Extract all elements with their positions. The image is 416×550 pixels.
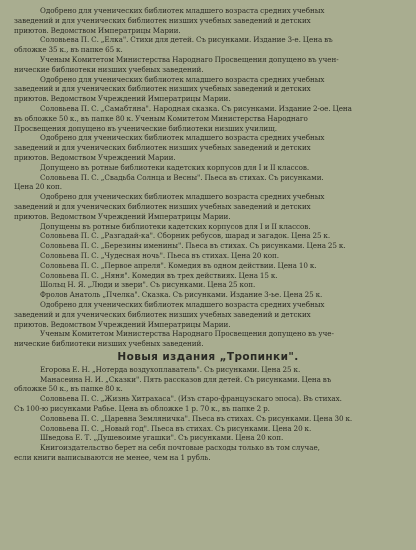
text-line: Манасеина Н. И. „Сказки". Пять рассказов для детей. Съ рисунками. Цена въ bbox=[40, 374, 332, 384]
text-line: Соловьева П. С. „Разгадай-ка". Сборник ребусов, шарад и загадок. Цена 25 к. bbox=[40, 231, 331, 241]
catalog-section bbox=[14, 6, 402, 349]
text-line: нические библиотеки низших учебных заведений. bbox=[14, 339, 204, 349]
text-line: Фролов Анатоль „Пчелка". Сказка. Съ рисунками. Издание 3-ье. Цена 25 к. bbox=[40, 290, 323, 300]
text-line: въ обложке 50 к., въ папке 80 к. Ученым Комитетом Министерства Народнаго bbox=[14, 113, 308, 123]
text-line: Соловьева П. С. „Елка". Стихи для детей. Съ рисунками. Издание 3-е. Цена въ bbox=[40, 35, 333, 45]
text-line: Соловьева П. С. „Самабтяна". Народная сказка. Съ рисунками. Издание 2-ое. Цена bbox=[40, 103, 352, 113]
text-line: Шольц Н. Я. „Люди и звери". Съ рисунками. Цена 25 коп. bbox=[40, 280, 256, 290]
text-line: заведений и для ученических библиотек низших учебных заведений и детских bbox=[14, 15, 311, 25]
text-line: Егорова Е. Н. „Нотерда воздухоплаватель". Съ рисунками. Цена 25 к. bbox=[40, 364, 301, 374]
text-line: Соловьева П. С. „Березины именины". Пьеса въ стихах. Съ рисунками. Цена 25 к. bbox=[40, 241, 346, 251]
text-line: нические библиотеки низших учебных заведений. bbox=[14, 64, 204, 74]
text-line: Допущено въ ротные библиотеки кадетских корпусов для I и II классов. bbox=[40, 162, 310, 172]
text-line: Просвещения допущено въ ученические библиотеки низших училищ. bbox=[14, 123, 278, 133]
text-line: приютов. Ведомством Императрицы Марии. bbox=[14, 25, 181, 35]
text-line: Соловьева П. С. „Жизнь Хитрахаса". (Изъ старо-французскаго эпоса). Въ стихах. bbox=[40, 394, 342, 404]
text-line: приютов. Ведомством Учреждений Императрицы Марии. bbox=[14, 319, 231, 329]
text-line: приютов. Ведомством Учреждений Императрицы Марии. bbox=[14, 94, 231, 104]
text-line: заведений и для ученических библиотек низших учебных заведений и детских bbox=[14, 309, 311, 319]
text-line: Допущены въ ротные библиотеки кадетских корпусов для I и II классов. bbox=[40, 221, 311, 231]
text-line: Цена 20 коп. bbox=[14, 182, 63, 192]
text-line: Книгоиздательство берет на себя почтовые расходы только въ том случае, bbox=[40, 443, 320, 453]
text-line: Соловьева П. С. „Чудесная ночь". Пьеса въ стихах. Цена 20 коп. bbox=[40, 250, 280, 260]
text-line: заведений и для ученических библиотек низших учебных заведений и детских bbox=[14, 84, 311, 94]
text-line: Одобрено для ученических библиотек младшего возраста средних учебных bbox=[40, 192, 325, 202]
text-line: Одобрено для ученических библиотек младшего возраста средних учебных bbox=[40, 6, 325, 15]
text-line: обложке 35 к., въ папке 65 к. bbox=[14, 45, 123, 55]
text-line: Соловьева П. С. „Няня". Комедия въ трех действиях. Цена 15 к. bbox=[40, 270, 278, 280]
text-line: приютов. Ведомством Учреждений Императрицы Марии. bbox=[14, 211, 231, 221]
text-line: заведений и для ученических библиотек низших учебных заведений и детских bbox=[14, 143, 311, 153]
text-line: Ученым Комитетом Министерства Народнаго Просвещения допущено въ уче- bbox=[40, 329, 334, 339]
new-editions-section bbox=[14, 365, 402, 463]
text-line: Соловьева П. С. „Новый год". Пьеса въ стихах. Съ рисунками. Цена 20 к. bbox=[40, 423, 312, 433]
text-line: Съ 100-ю рисунками Рабье. Цена въ обложке 1 р. 70 к., въ папке 2 р. bbox=[14, 404, 270, 414]
text-line: Одобрено для ученических библиотек младшего возраста средних учебных bbox=[40, 299, 325, 309]
text-line: приютов. Ведомством Учреждений Марии. bbox=[14, 152, 176, 162]
text-line: Соловьева П. С. „Свадьба Солнца и Весны". Пьеса въ стихах. Съ рисунками. bbox=[40, 172, 324, 182]
section-heading: Новыя издания „Тропинки". bbox=[117, 350, 299, 363]
text-line: Соловьева П. С. „Царевна Земляничка". Пьеса въ стихах. Съ рисунками. Цена 30 к. bbox=[40, 413, 353, 423]
text-line: если книги выписываются не менее, чем на 1 рубль. bbox=[14, 453, 211, 463]
text-line: Соловьева П. С. „Первое апреля". Комедия въ одном действии. Цена 10 к. bbox=[40, 260, 317, 270]
text-line: заведений и для ученических библиотек низших учебных заведений и детских bbox=[14, 201, 311, 211]
text-line: Одобрено для ученических библиотек младшего возраста средних учебных bbox=[40, 133, 325, 143]
text-line: Ученым Комитетом Министерства Народнаго Просвещения допущено въ учен- bbox=[40, 54, 339, 64]
text-line: Шведова Е. Т. „Душевоиме угашки". Съ рисунками. Цена 20 коп. bbox=[40, 433, 284, 443]
text-line: обложке 50 к., въ папке 80 к. bbox=[14, 384, 123, 394]
text-line: Одобрено для ученических библиотек младшего возраста средних учебных bbox=[40, 74, 325, 84]
